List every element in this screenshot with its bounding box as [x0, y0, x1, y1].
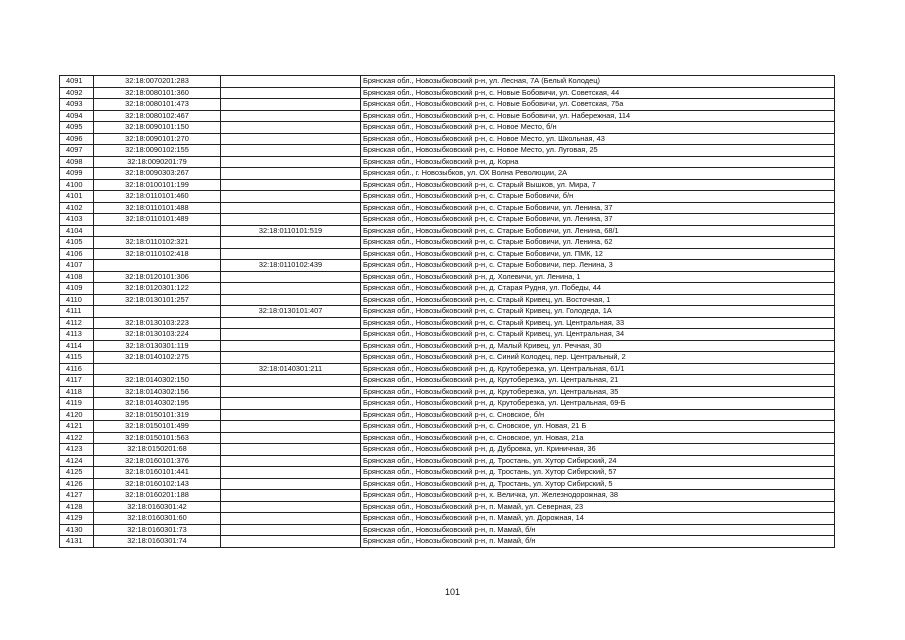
- address-cell: Брянская обл., Новозыбковский р-н, с. Старый Кривец, ул. Восточная, 1: [361, 294, 835, 306]
- address-cell: Брянская обл., Новозыбковский р-н, ул. Лесная, 7А (Белый Колодец): [361, 76, 835, 88]
- table-row: [60, 168, 835, 180]
- table-row: [60, 386, 835, 398]
- table-row: [60, 352, 835, 364]
- cadastral-number-cell: 32:18:0090101:270: [94, 133, 221, 145]
- row-number-cell: 4128: [60, 501, 94, 513]
- row-number-cell: 4092: [60, 87, 94, 99]
- address-cell: Брянская обл., Новозыбковский р-н, д. Малый Кривец, ул. Речная, 30: [361, 340, 835, 352]
- row-number-cell: 4123: [60, 444, 94, 456]
- row-number-cell: 4131: [60, 536, 94, 548]
- cadastral-number-alt-cell: [221, 248, 361, 260]
- cadastral-number-alt-cell: 32:18:0110101:519: [221, 225, 361, 237]
- table-row: [60, 490, 835, 502]
- table-row: [60, 87, 835, 99]
- row-number-cell: 4102: [60, 202, 94, 214]
- address-cell: Брянская обл., Новозыбковский р-н, д. Дубровка, ул. Криничная, 36: [361, 444, 835, 456]
- address-cell: Брянская обл., Новозыбковский р-н, п. Мамай, ул. Дорожная, 14: [361, 513, 835, 525]
- row-number-cell: 4113: [60, 329, 94, 341]
- table-row: [60, 133, 835, 145]
- row-number-cell: 4115: [60, 352, 94, 364]
- cadastral-number-alt-cell: 32:18:0140301:211: [221, 363, 361, 375]
- table-row: [60, 271, 835, 283]
- row-number-cell: 4130: [60, 524, 94, 536]
- table-row: [60, 317, 835, 329]
- table-row: [60, 260, 835, 272]
- cadastral-number-cell: 32:18:0090201:79: [94, 156, 221, 168]
- cadastral-number-cell: 32:18:0120301:122: [94, 283, 221, 295]
- cadastral-number-cell: [94, 225, 221, 237]
- cadastral-number-alt-cell: [221, 294, 361, 306]
- table-row: [60, 99, 835, 111]
- address-cell: Брянская обл., Новозыбковский р-н, д. Тростань, ул. Хутор Сибирский, 5: [361, 478, 835, 490]
- cadastral-number-alt-cell: [221, 191, 361, 203]
- address-cell: Брянская обл., Новозыбковский р-н, с. Сновское, ул. Новая, 21а: [361, 432, 835, 444]
- cadastral-number-alt-cell: [221, 340, 361, 352]
- table-row: [60, 524, 835, 536]
- row-number-cell: 4091: [60, 76, 94, 88]
- row-number-cell: 4099: [60, 168, 94, 180]
- cadastral-number-cell: 32:18:0110102:418: [94, 248, 221, 260]
- address-cell: Брянская обл., г. Новозыбков, ул. ОХ Волна Революции, 2А: [361, 168, 835, 180]
- row-number-cell: 4125: [60, 467, 94, 479]
- address-cell: Брянская обл., Новозыбковский р-н, п. Мамай, ул. Северная, 23: [361, 501, 835, 513]
- table-row: [60, 375, 835, 387]
- cadastral-number-alt-cell: [221, 122, 361, 134]
- row-number-cell: 4105: [60, 237, 94, 249]
- address-cell: Брянская обл., Новозыбковский р-н, д. Холевичи, ул. Ленина, 1: [361, 271, 835, 283]
- address-cell: Брянская обл., Новозыбковский р-н, с. Сновское, б/н: [361, 409, 835, 421]
- cadastral-number-alt-cell: [221, 168, 361, 180]
- row-number-cell: 4129: [60, 513, 94, 525]
- address-cell: Брянская обл., Новозыбковский р-н, с. Новые Бобовичи, ул. Советская, 75а: [361, 99, 835, 111]
- cadastral-number-alt-cell: [221, 237, 361, 249]
- cadastral-number-cell: 32:18:0160101:376: [94, 455, 221, 467]
- row-number-cell: 4109: [60, 283, 94, 295]
- table-row: [60, 444, 835, 456]
- address-cell: Брянская обл., Новозыбковский р-н, д. Тростань, ул. Хутор Сибирский, 57: [361, 467, 835, 479]
- address-cell: Брянская обл., Новозыбковский р-н, с. Старый Кривец, ул. Голодеда, 1А: [361, 306, 835, 318]
- cadastral-number-alt-cell: [221, 490, 361, 502]
- cadastral-number-alt-cell: [221, 283, 361, 295]
- cadastral-number-alt-cell: 32:18:0130101:407: [221, 306, 361, 318]
- cadastral-number-alt-cell: [221, 110, 361, 122]
- cadastral-number-alt-cell: [221, 179, 361, 191]
- cadastral-number-cell: 32:18:0160301:60: [94, 513, 221, 525]
- cadastral-number-cell: 32:18:0080101:473: [94, 99, 221, 111]
- cadastral-number-alt-cell: [221, 386, 361, 398]
- cadastral-number-cell: 32:18:0150201:68: [94, 444, 221, 456]
- row-number-cell: 4118: [60, 386, 94, 398]
- row-number-cell: 4100: [60, 179, 94, 191]
- address-cell: Брянская обл., Новозыбковский р-н, с. Старый Кривец, ул. Центральная, 34: [361, 329, 835, 341]
- row-number-cell: 4108: [60, 271, 94, 283]
- registry-table-body: [60, 76, 835, 548]
- table-row: [60, 501, 835, 513]
- cadastral-number-alt-cell: [221, 501, 361, 513]
- cadastral-number-cell: 32:18:0110101:460: [94, 191, 221, 203]
- table-row: [60, 432, 835, 444]
- row-number-cell: 4097: [60, 145, 94, 157]
- cadastral-number-cell: 32:18:0160101:441: [94, 467, 221, 479]
- address-cell: Брянская обл., Новозыбковский р-н, с. Старые Бобовичи, ул. Ленина, 62: [361, 237, 835, 249]
- address-cell: Брянская обл., Новозыбковский р-н, х. Величка, ул. Железнодорожная, 38: [361, 490, 835, 502]
- cadastral-number-alt-cell: [221, 536, 361, 548]
- cadastral-number-alt-cell: 32:18:0110102:439: [221, 260, 361, 272]
- cadastral-number-cell: 32:18:0130103:223: [94, 317, 221, 329]
- cadastral-number-alt-cell: [221, 455, 361, 467]
- cadastral-number-alt-cell: [221, 444, 361, 456]
- cadastral-number-alt-cell: [221, 432, 361, 444]
- cadastral-number-alt-cell: [221, 133, 361, 145]
- cadastral-number-alt-cell: [221, 329, 361, 341]
- cadastral-number-alt-cell: [221, 421, 361, 433]
- cadastral-number-cell: 32:18:0080102:467: [94, 110, 221, 122]
- table-row: [60, 340, 835, 352]
- cadastral-number-alt-cell: [221, 409, 361, 421]
- cadastral-number-cell: 32:18:0090102:155: [94, 145, 221, 157]
- row-number-cell: 4124: [60, 455, 94, 467]
- cadastral-number-cell: 32:18:0110101:489: [94, 214, 221, 226]
- row-number-cell: 4116: [60, 363, 94, 375]
- cadastral-number-cell: 32:18:0160102:143: [94, 478, 221, 490]
- row-number-cell: 4112: [60, 317, 94, 329]
- address-cell: Брянская обл., Новозыбковский р-н, д. Старая Рудня, ул. Победы, 44: [361, 283, 835, 295]
- registry-table: [59, 75, 835, 548]
- cadastral-number-alt-cell: [221, 398, 361, 410]
- cadastral-number-alt-cell: [221, 271, 361, 283]
- table-row: [60, 283, 835, 295]
- cadastral-number-cell: 32:18:0130101:257: [94, 294, 221, 306]
- cadastral-number-cell: 32:18:0140302:156: [94, 386, 221, 398]
- cadastral-number-cell: [94, 306, 221, 318]
- cadastral-number-cell: [94, 363, 221, 375]
- row-number-cell: 4095: [60, 122, 94, 134]
- cadastral-number-cell: 32:18:0090101:150: [94, 122, 221, 134]
- cadastral-number-alt-cell: [221, 156, 361, 168]
- cadastral-number-alt-cell: [221, 202, 361, 214]
- cadastral-number-cell: 32:18:0110101:488: [94, 202, 221, 214]
- cadastral-number-cell: 32:18:0140302:150: [94, 375, 221, 387]
- row-number-cell: 4106: [60, 248, 94, 260]
- row-number-cell: 4126: [60, 478, 94, 490]
- table-row: [60, 225, 835, 237]
- address-cell: Брянская обл., Новозыбковский р-н, с. Новые Бобовичи, ул. Советская, 44: [361, 87, 835, 99]
- row-number-cell: 4110: [60, 294, 94, 306]
- table-row: [60, 237, 835, 249]
- cadastral-number-alt-cell: [221, 352, 361, 364]
- row-number-cell: 4119: [60, 398, 94, 410]
- cadastral-number-alt-cell: [221, 375, 361, 387]
- address-cell: Брянская обл., Новозыбковский р-н, с. Старые Бобовичи, пер. Ленина, 3: [361, 260, 835, 272]
- address-cell: Брянская обл., Новозыбковский р-н, д. Тростань, ул. Хутор Сибирский, 24: [361, 455, 835, 467]
- row-number-cell: 4103: [60, 214, 94, 226]
- table-row: [60, 214, 835, 226]
- cadastral-number-alt-cell: [221, 99, 361, 111]
- cadastral-number-cell: 32:18:0080101:360: [94, 87, 221, 99]
- cadastral-number-cell: 32:18:0160301:42: [94, 501, 221, 513]
- table-row: [60, 455, 835, 467]
- cadastral-number-alt-cell: [221, 467, 361, 479]
- cadastral-number-cell: 32:18:0150101:563: [94, 432, 221, 444]
- address-cell: Брянская обл., Новозыбковский р-н, д. Корна: [361, 156, 835, 168]
- cadastral-number-cell: 32:18:0160201:188: [94, 490, 221, 502]
- address-cell: Брянская обл., Новозыбковский р-н, с. Старые Бобовичи, б/н: [361, 191, 835, 203]
- table-row: [60, 110, 835, 122]
- cadastral-number-alt-cell: [221, 76, 361, 88]
- address-cell: Брянская обл., Новозыбковский р-н, с. Старый Вышков, ул. Мира, 7: [361, 179, 835, 191]
- cadastral-number-alt-cell: [221, 513, 361, 525]
- cadastral-number-cell: 32:18:0120101:306: [94, 271, 221, 283]
- row-number-cell: 4122: [60, 432, 94, 444]
- table-row: [60, 191, 835, 203]
- row-number-cell: 4101: [60, 191, 94, 203]
- row-number-cell: 4114: [60, 340, 94, 352]
- cadastral-number-alt-cell: [221, 317, 361, 329]
- table-row: [60, 536, 835, 548]
- table-row: [60, 156, 835, 168]
- cadastral-number-cell: 32:18:0150101:499: [94, 421, 221, 433]
- row-number-cell: 4104: [60, 225, 94, 237]
- table-row: [60, 421, 835, 433]
- address-cell: Брянская обл., Новозыбковский р-н, д. Крутоберезка, ул. Центральная, 61/1: [361, 363, 835, 375]
- table-row: [60, 76, 835, 88]
- address-cell: Брянская обл., Новозыбковский р-н, п. Мамай, б/н: [361, 536, 835, 548]
- table-row: [60, 179, 835, 191]
- row-number-cell: 4094: [60, 110, 94, 122]
- table-row: [60, 202, 835, 214]
- address-cell: Брянская обл., Новозыбковский р-н, с. Новое Место, ул. Школьная, 43: [361, 133, 835, 145]
- cadastral-number-cell: 32:18:0110102:321: [94, 237, 221, 249]
- row-number-cell: 4098: [60, 156, 94, 168]
- address-cell: Брянская обл., Новозыбковский р-н, с. Старый Кривец, ул. Центральная, 33: [361, 317, 835, 329]
- address-cell: Брянская обл., Новозыбковский р-н, с. Сновское, ул. Новая, 21 Б: [361, 421, 835, 433]
- address-cell: Брянская обл., Новозыбковский р-н, с. Новое Место, ул. Луговая, 25: [361, 145, 835, 157]
- table-row: [60, 122, 835, 134]
- address-cell: Брянская обл., Новозыбковский р-н, с. Новые Бобовичи, ул. Набережная, 114: [361, 110, 835, 122]
- cadastral-number-alt-cell: [221, 478, 361, 490]
- address-cell: Брянская обл., Новозыбковский р-н, п. Мамай, б/н: [361, 524, 835, 536]
- cadastral-number-alt-cell: [221, 214, 361, 226]
- table-row: [60, 398, 835, 410]
- row-number-cell: 4096: [60, 133, 94, 145]
- row-number-cell: 4117: [60, 375, 94, 387]
- cadastral-number-alt-cell: [221, 145, 361, 157]
- cadastral-number-cell: 32:18:0100101:199: [94, 179, 221, 191]
- cadastral-number-cell: 32:18:0150101:319: [94, 409, 221, 421]
- address-cell: Брянская обл., Новозыбковский р-н, с. Синий Колодец, пер. Центральный, 2: [361, 352, 835, 364]
- address-cell: Брянская обл., Новозыбковский р-н, с. Старые Бобовичи, ул. Ленина, 68/1: [361, 225, 835, 237]
- address-cell: Брянская обл., Новозыбковский р-н, с. Старые Бобовичи, ул. ПМК, 12: [361, 248, 835, 260]
- cadastral-number-alt-cell: [221, 524, 361, 536]
- table-row: [60, 513, 835, 525]
- row-number-cell: 4121: [60, 421, 94, 433]
- cadastral-number-cell: 32:18:0070201:283: [94, 76, 221, 88]
- row-number-cell: 4107: [60, 260, 94, 272]
- cadastral-number-cell: 32:18:0130103:224: [94, 329, 221, 341]
- table-row: [60, 306, 835, 318]
- table-row: [60, 363, 835, 375]
- table-row: [60, 329, 835, 341]
- address-cell: Брянская обл., Новозыбковский р-н, с. Старые Бобовичи, ул. Ленина, 37: [361, 214, 835, 226]
- address-cell: Брянская обл., Новозыбковский р-н, д. Крутоберезка, ул. Центральная, 21: [361, 375, 835, 387]
- table-row: [60, 467, 835, 479]
- address-cell: Брянская обл., Новозыбковский р-н, д. Крутоберезка, ул. Центральная, 69-Б: [361, 398, 835, 410]
- address-cell: Брянская обл., Новозыбковский р-н, с. Новое Место, б/н: [361, 122, 835, 134]
- table-row: [60, 248, 835, 260]
- address-cell: Брянская обл., Новозыбковский р-н, с. Старые Бобовичи, ул. Ленина, 37: [361, 202, 835, 214]
- address-cell: Брянская обл., Новозыбковский р-н, д. Крутоберезка, ул. Центральная, 35: [361, 386, 835, 398]
- row-number-cell: 4127: [60, 490, 94, 502]
- table-row: [60, 145, 835, 157]
- cadastral-number-cell: 32:18:0160301:74: [94, 536, 221, 548]
- row-number-cell: 4111: [60, 306, 94, 318]
- table-row: [60, 294, 835, 306]
- table-row: [60, 409, 835, 421]
- cadastral-number-cell: [94, 260, 221, 272]
- cadastral-number-cell: 32:18:0140102:275: [94, 352, 221, 364]
- table-row: [60, 478, 835, 490]
- cadastral-number-cell: 32:18:0090303:267: [94, 168, 221, 180]
- cadastral-number-cell: 32:18:0160301:73: [94, 524, 221, 536]
- cadastral-number-cell: 32:18:0140302:195: [94, 398, 221, 410]
- row-number-cell: 4120: [60, 409, 94, 421]
- cadastral-number-alt-cell: [221, 87, 361, 99]
- row-number-cell: 4093: [60, 99, 94, 111]
- page-number: 101: [444, 587, 461, 597]
- cadastral-number-cell: 32:18:0130301:119: [94, 340, 221, 352]
